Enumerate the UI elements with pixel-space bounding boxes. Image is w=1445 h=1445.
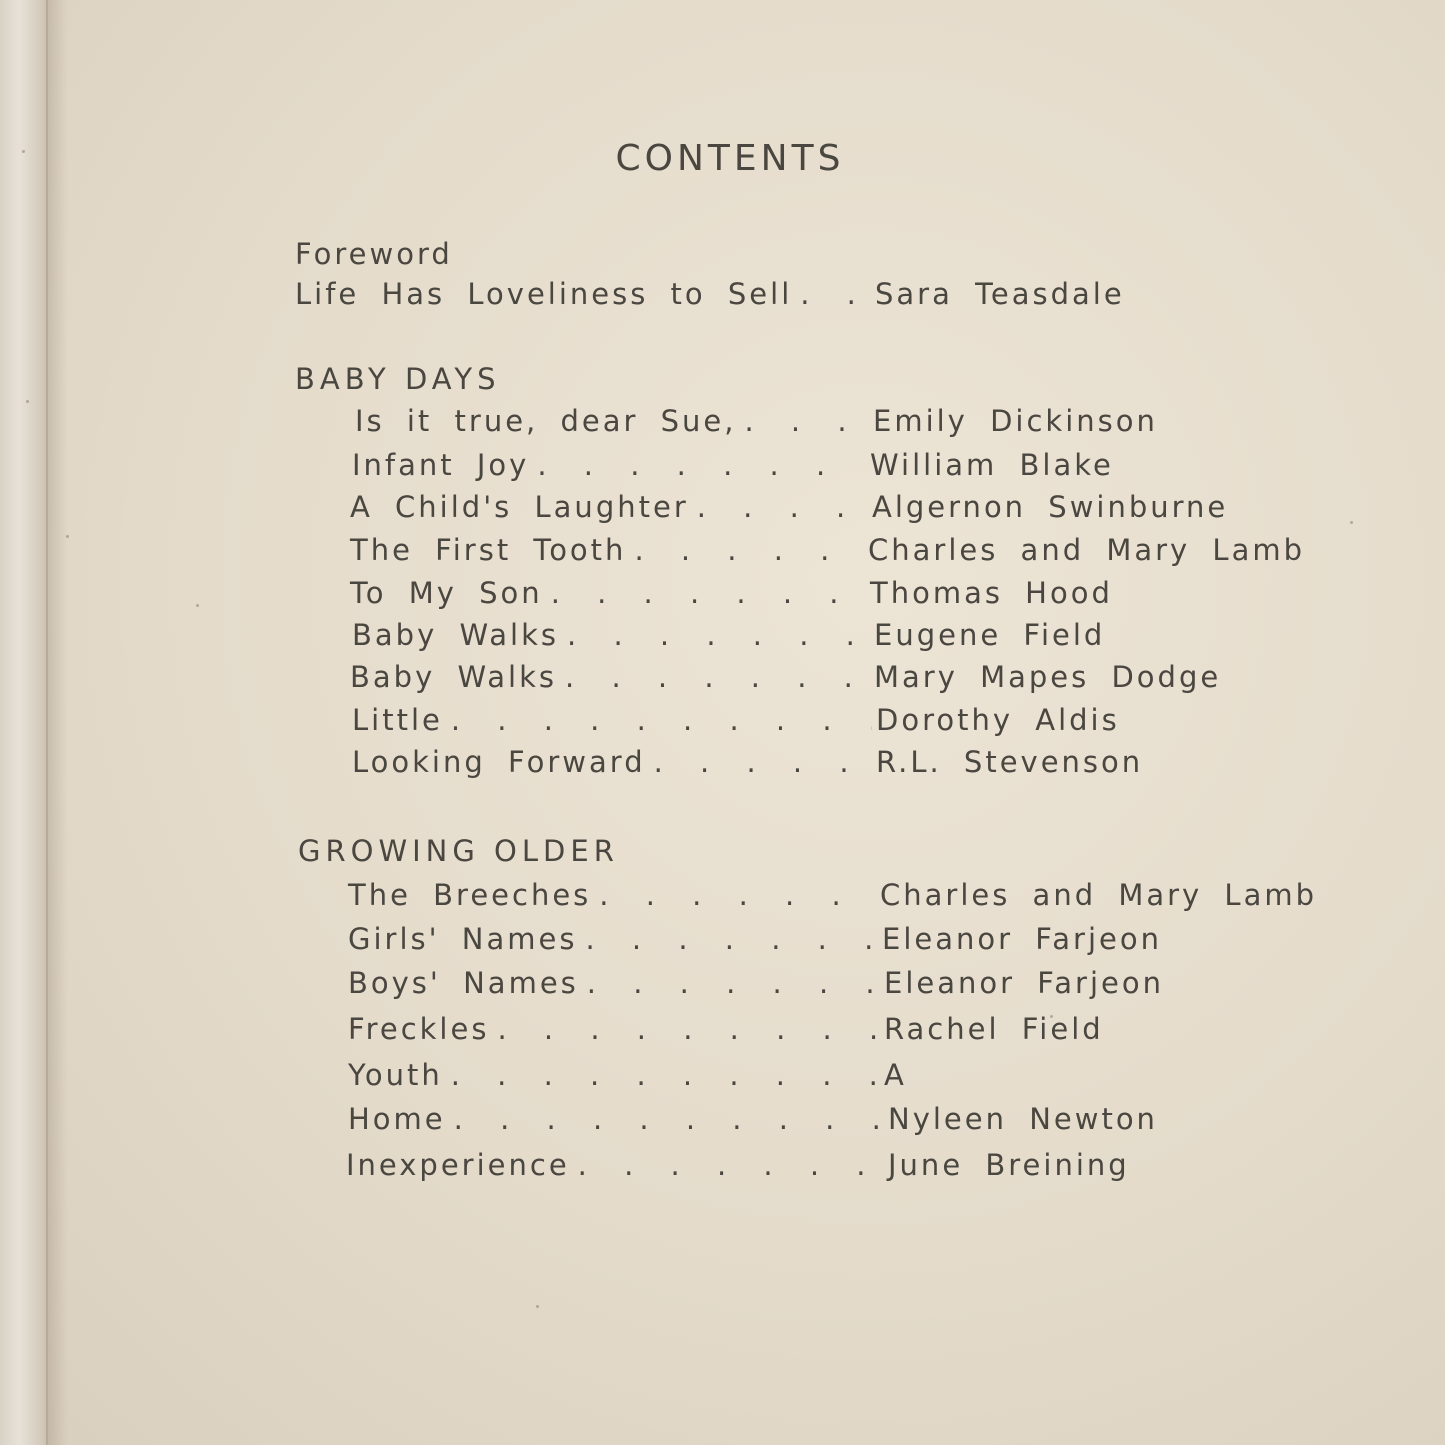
leader-dots	[567, 618, 870, 652]
paper-speck	[66, 535, 69, 538]
toc-entry	[352, 618, 1106, 658]
paper-speck	[26, 400, 29, 403]
toc-entry-title: Little	[352, 703, 443, 737]
section-heading: BABY DAYS	[295, 362, 501, 396]
toc-entry-title: Life Has Loveliness to Sell	[295, 277, 793, 311]
toc-entry	[355, 404, 1158, 444]
toc-entry	[350, 660, 1222, 700]
paper-speck	[196, 604, 199, 607]
page-title: CONTENTS	[615, 138, 845, 179]
toc-entry	[348, 1012, 1104, 1052]
toc-entry	[348, 878, 1318, 918]
toc-entry-title: Youth	[348, 1058, 443, 1092]
toc-entry	[352, 448, 1114, 488]
toc-entry-title: Home	[348, 1102, 446, 1136]
toc-entry-title: Baby Walks	[350, 660, 558, 694]
toc-entry-author: Nyleen Newton	[888, 1102, 1158, 1136]
toc-entry-author: Algernon Swinburne	[872, 490, 1229, 524]
leader-dots	[745, 404, 869, 438]
paper-speck	[536, 1305, 539, 1308]
leader-dots	[599, 878, 876, 912]
leader-dots	[578, 1148, 884, 1182]
toc-entry-title: Looking Forward	[352, 745, 646, 779]
leader-dots	[451, 1058, 880, 1092]
section-heading: GROWING OLDER	[298, 834, 619, 868]
toc-entry-title: The Breeches	[348, 878, 592, 912]
leader-dots	[587, 966, 880, 1000]
leader-dots	[585, 922, 878, 956]
toc-entry-author: Mary Mapes Dodge	[874, 660, 1222, 694]
toc-entry-title: Foreword	[295, 237, 453, 271]
toc-entry-author: R.L. Stevenson	[876, 745, 1144, 779]
toc-entry-title: Is it true, dear Sue,	[355, 404, 737, 438]
toc-entry-author: Sara Teasdale	[875, 277, 1125, 311]
toc-entry-author: Eleanor Farjeon	[884, 966, 1164, 1000]
toc-entry	[352, 745, 1144, 785]
toc-entry-author: Thomas Hood	[870, 576, 1113, 610]
leader-dots	[497, 1012, 880, 1046]
toc-entry-author: June Breining	[888, 1148, 1130, 1182]
toc-entry	[350, 576, 1113, 616]
toc-entry	[350, 490, 1229, 530]
leader-dots	[654, 745, 872, 779]
toc-entry-title: Girls' Names	[348, 922, 578, 956]
toc-entry	[350, 533, 1306, 573]
leader-dots	[451, 703, 872, 737]
leader-dots	[454, 1102, 884, 1136]
toc-entry-title: The First Tooth	[350, 533, 627, 567]
leader-dots	[537, 448, 865, 482]
toc-entry-title: To My Son	[350, 576, 543, 610]
toc-entry	[346, 1148, 1130, 1188]
toc-entry	[348, 1102, 1158, 1142]
paper-speck	[1350, 521, 1353, 524]
toc-entry-author: Eleanor Farjeon	[882, 922, 1162, 956]
toc-entry	[295, 277, 1125, 317]
leader-dots	[697, 490, 866, 524]
toc-entry-author: Dorothy Aldis	[876, 703, 1120, 737]
toc-entry-author: A	[884, 1058, 907, 1092]
leader-dots	[634, 533, 864, 567]
toc-entry-author: Eugene Field	[874, 618, 1106, 652]
leader-dots	[800, 277, 873, 311]
toc-entry-title: Inexperience	[346, 1148, 570, 1182]
toc-entry	[348, 922, 1162, 962]
toc-entry	[295, 237, 895, 277]
toc-entry-title: A Child's Laughter	[350, 490, 689, 524]
book-spine	[0, 0, 48, 1445]
toc-entry-title: Baby Walks	[352, 618, 560, 652]
toc-entry-author: William Blake	[870, 448, 1114, 482]
toc-entry-title: Infant Joy	[352, 448, 530, 482]
leader-dots	[551, 576, 866, 610]
leader-dots	[565, 660, 870, 694]
toc-entry-author: Charles and Mary Lamb	[880, 878, 1318, 912]
toc-entry-author: Rachel Field	[884, 1012, 1104, 1046]
toc-entry-author: Charles and Mary Lamb	[868, 533, 1306, 567]
toc-entry-title: Freckles	[348, 1012, 490, 1046]
spine-shadow	[46, 0, 68, 1445]
toc-entry	[348, 1058, 907, 1098]
toc-entry-title: Boys' Names	[348, 966, 579, 1000]
toc-entry	[348, 966, 1164, 1006]
toc-entry-author: Emily Dickinson	[873, 404, 1158, 438]
toc-entry	[352, 703, 1120, 743]
